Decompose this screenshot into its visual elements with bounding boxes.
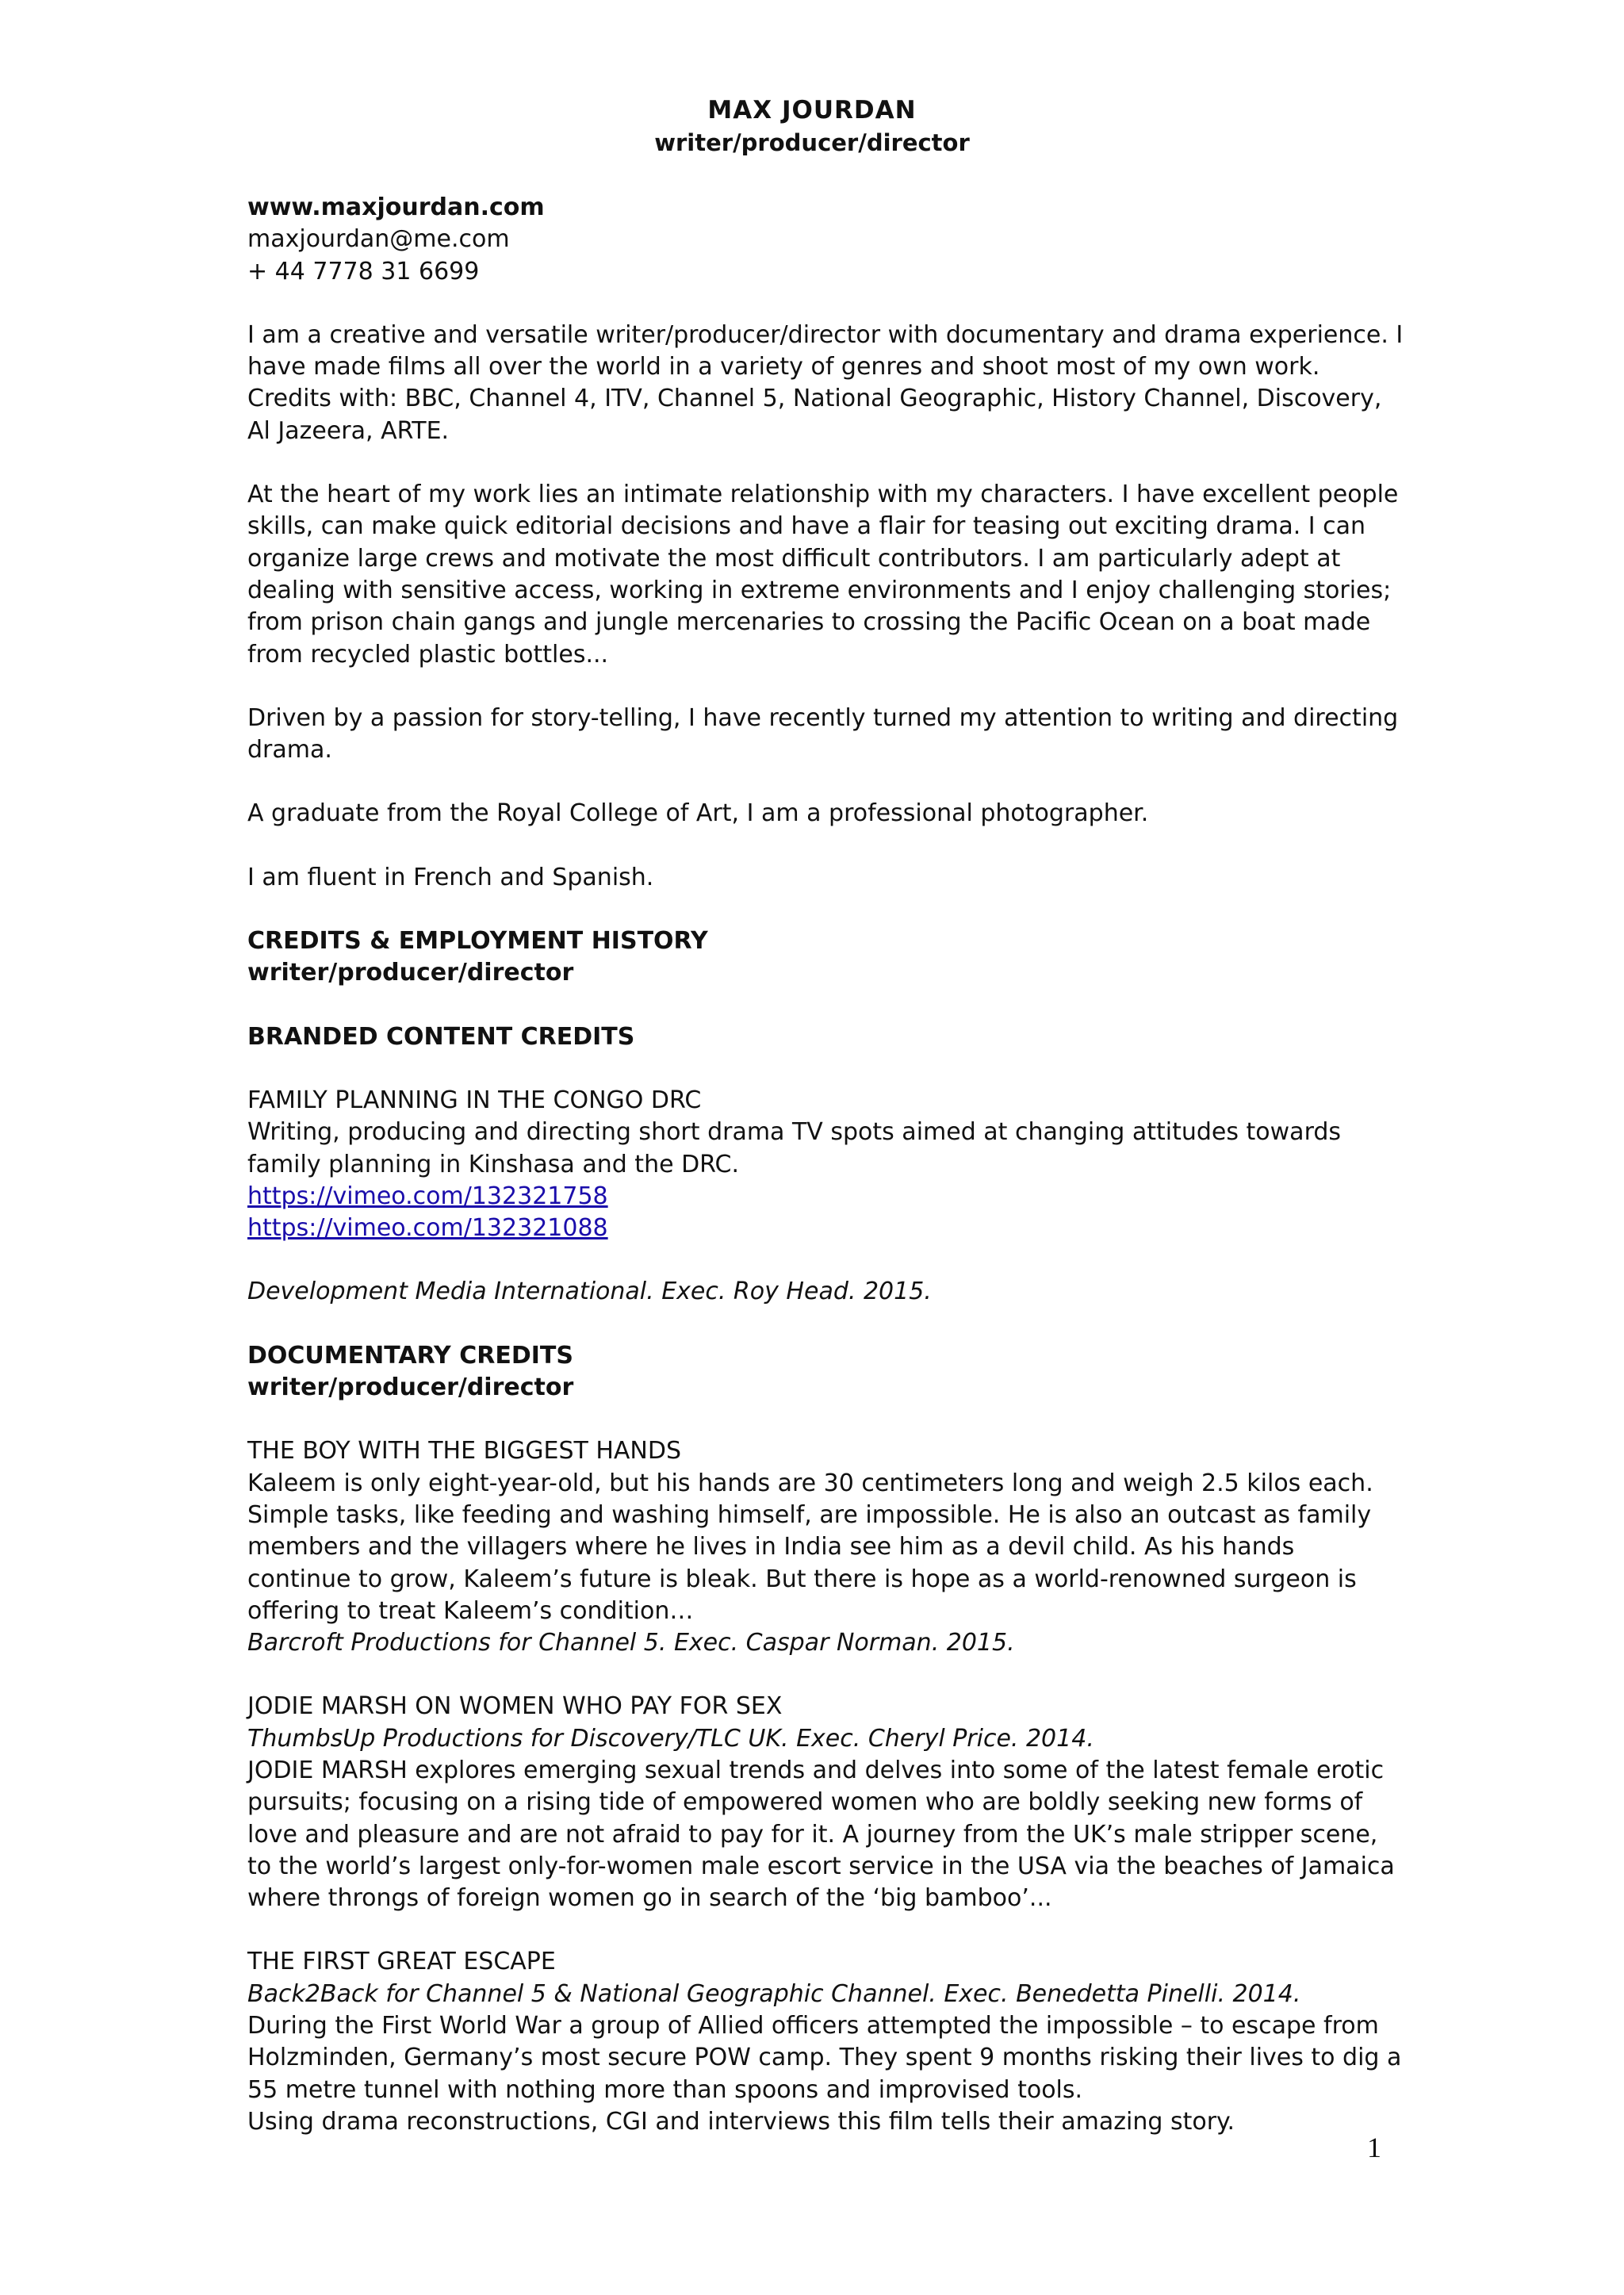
phone-text: + 44 7778 31 6699: [247, 257, 480, 285]
section-heading-documentary: DOCUMENTARY CREDITS: [247, 1341, 573, 1370]
cv-header: [0, 94, 1624, 159]
project-description: Using drama reconstructions, CGI and interviews this film tells their amazing story.: [247, 2107, 1235, 2136]
person-name: MAX JOURDAN: [707, 96, 917, 125]
section-heading-branded: BRANDED CONTENT CREDITS: [247, 1022, 635, 1051]
project-description: During the First World War a group of Allied officers attempted the impossible – to escape from Holzminden, Germany’s most secure POW camp. They spent 9 months risking their lives to dig a 55 metre tunnel with nothing more than spoons and improvised tools.: [247, 2012, 1402, 2104]
vimeo-link[interactable]: https://vimeo.com/132321758: [247, 1182, 608, 1210]
intro-paragraph: I am a creative and versatile writer/producer/director with documentary and drama experience. I have made films all over the world in a variety of genres and shoot most of my own work. Credits with: BBC, Channel 4, ITV, Channel 5, National Geographic, History Channel, Discovery, Al Jazeera, ARTE.: [247, 320, 1404, 445]
project-description: Writing, producing and directing short drama TV spots aimed at changing attitudes towards family planning in Kinshasa and the DRC.: [247, 1118, 1342, 1178]
intro-paragraph: I am fluent in French and Spanish.: [247, 863, 654, 891]
project-description: Kaleem is only eight-year-old, but his hands are 30 centimeters long and weigh 2.5 kilos each. Simple tasks, like feeding and washing himself, are impossible. He is also an outcast as family members and the villagers where he lives in India see him as a devil child. As his hands continue to grow, Kaleem’s future is bleak. But there is hope as a world-renowned surgeon is offering to treat Kaleem’s condition…: [247, 1469, 1373, 1625]
project-title: THE FIRST GREAT ESCAPE: [247, 1948, 556, 1976]
project-description: JODIE MARSH explores emerging sexual trends and delves into some of the latest female erotic pursuits; focusing on a rising tide of empowered women who are boldly seeking new forms of love and pleasure and are not afraid to pay for it. A journey from the UK’s male stripper scene, to the world’s largest only-for-women male escort service in the USA via the beaches of Jamaica where throngs of foreign women go in search of the ‘big bamboo’...: [247, 1756, 1395, 1913]
section-subheading-credits: writer/producer/director: [247, 959, 574, 987]
email-text: maxjourdan@me.com: [247, 225, 510, 254]
website-text: www.maxjourdan.com: [247, 193, 545, 221]
cv-content: [247, 192, 1405, 2138]
intro-paragraph: Driven by a passion for story-telling, I have recently turned my attention to writing and directing drama.: [247, 703, 1399, 764]
section-heading-credits: CREDITS & EMPLOYMENT HISTORY: [247, 927, 708, 956]
project-credit: Barcroft Productions for Channel 5. Exec. Caspar Norman. 2015.: [247, 1629, 1015, 1657]
intro-paragraph: A graduate from the Royal College of Art, I am a professional photographer.: [247, 799, 1149, 828]
project-credit: ThumbsUp Productions for Discovery/TLC UK. Exec. Cheryl Price. 2014.: [247, 1724, 1094, 1753]
project-title: FAMILY PLANNING IN THE CONGO DRC: [247, 1086, 702, 1114]
vimeo-link[interactable]: https://vimeo.com/132321088: [247, 1214, 608, 1243]
project-title: THE BOY WITH THE BIGGEST HANDS: [247, 1437, 682, 1466]
intro-paragraph: At the heart of my work lies an intimate relationship with my characters. I have excellent people skills, can make quick editorial decisions and have a flair for teasing out exciting drama. I can organize large crews and motivate the most difficult contributors. I am particularly adept at dealing with sensitive access, working in extreme environments and I enjoy challenging stories; from prison chain gangs and jungle mercenaries to crossing the Pacific Ocean on a boat made from recycled plastic bottles...: [247, 481, 1399, 669]
section-subheading-documentary: writer/producer/director: [247, 1374, 574, 1402]
project-credit: Development Media International. Exec. Roy Head. 2015.: [247, 1278, 932, 1306]
person-role: writer/producer/director: [654, 129, 970, 156]
project-credit: Back2Back for Channel 5 & National Geographic Channel. Exec. Benedetta Pinelli. 2014.: [247, 1979, 1301, 2008]
project-title: JODIE MARSH ON WOMEN WHO PAY FOR SEX: [247, 1692, 783, 1721]
page-number: 1: [1367, 2132, 1381, 2163]
